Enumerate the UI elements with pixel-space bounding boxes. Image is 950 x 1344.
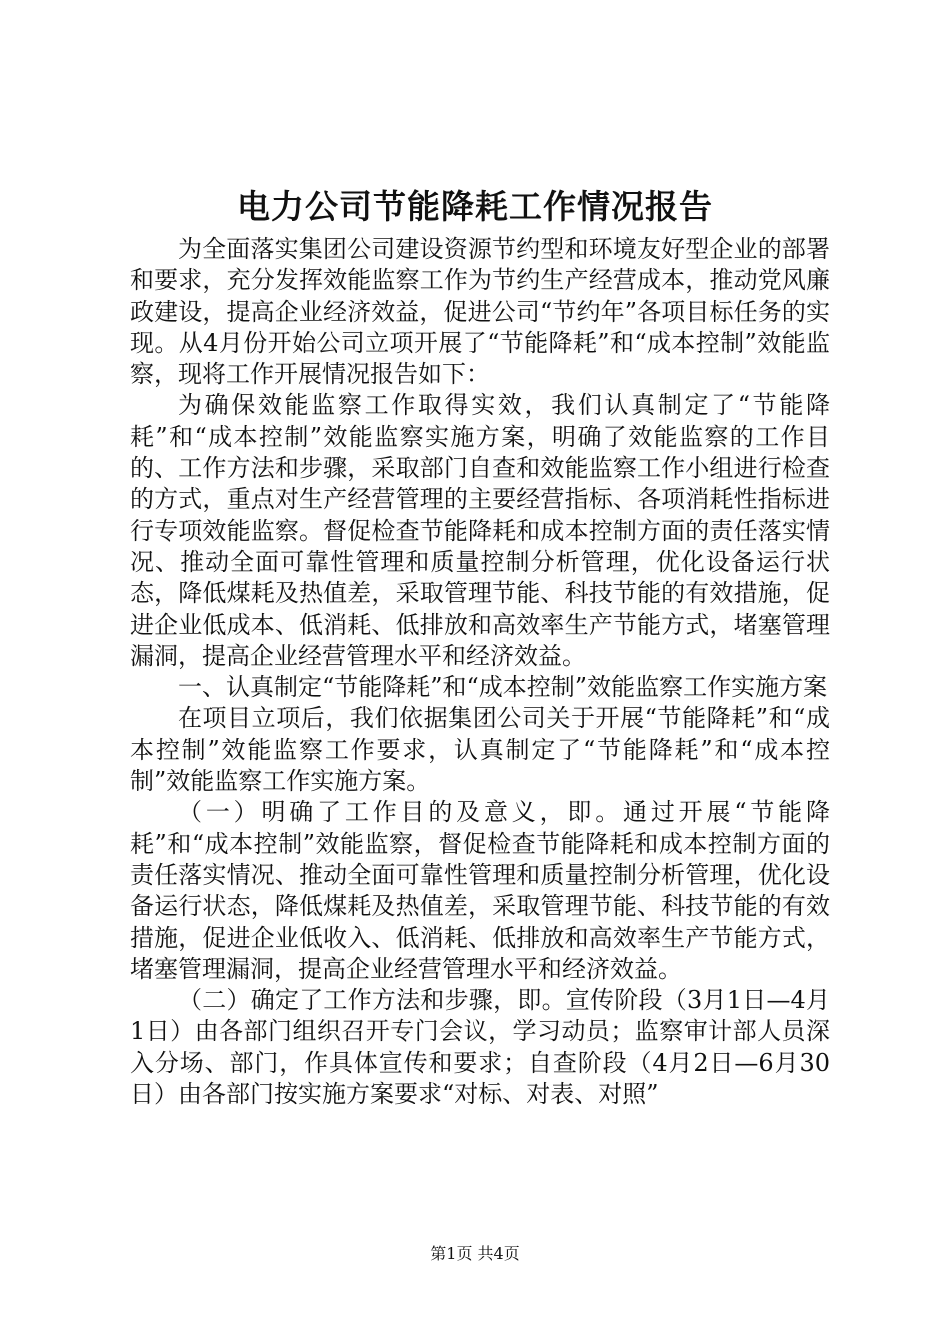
paragraph-methods: （二）确定了工作方法和步骤，即。宣传阶段（3月1日—4月1日）由各部门组织召开专门会议，学习动员；监察审计部人员深入分场、部门，作具体宣传和要求；自查阶段（4月2日—6月30日）由各部门按实施方案要求“对标、对表、对照”: [130, 986, 830, 1109]
paragraph-plan: 在项目立项后，我们依据集团公司关于开展“节能降耗”和“成本控制”效能监察工作要求，认真制定了“节能降耗”和“成本控制”效能监察工作实施方案。: [130, 704, 830, 796]
document-body: [130, 234, 830, 1110]
paragraph-intro: 为全面落实集团公司建设资源节约型和环境友好型企业的部署和要求，充分发挥效能监察工作为节约生产经营成本，推动党风廉政建设，提高企业经济效益，促进公司“节约年”各项目标任务的实现。从4月份开始公司立项开展了“节能降耗”和“成本控制”效能监察，现将工作开展情况报告如下：: [130, 235, 830, 389]
paragraph-purpose: （一）明确了工作目的及意义，即。通过开展“节能降耗”和“成本控制”效能监察，督促检查节能降耗和成本控制方面的责任落实情况、推动全面可靠性管理和质量控制分析管理，优化设备运行状态，降低煤耗及热值差，采取管理节能、科技节能的有效措施，促进企业低收入、低消耗、低排放和高效率生产节能方式，堵塞管理漏洞，提高企业经营管理水平和经济效益。: [130, 798, 830, 983]
section-heading-1: 一、认真制定“节能降耗”和“成本控制”效能监察工作实施方案: [178, 673, 828, 702]
paragraph-overview: 为确保效能监察工作取得实效，我们认真制定了“节能降耗”和“成本控制”效能监察实施方案，明确了效能监察的工作目的、工作方法和步骤，采取部门自查和效能监察工作小组进行检查的方式，重点对生产经营管理的主要经营指标、各项消耗性指标进行专项效能监察。督促检查节能降耗和成本控制方面的责任落实情况、推动全面可靠性管理和质量控制分析管理，优化设备运行状态，降低煤耗及热值差，采取管理节能、科技节能的有效措施，促进企业低成本、低消耗、低排放和高效率生产节能方式，堵塞管理漏洞，提高企业经营管理水平和经济效益。: [130, 391, 830, 670]
document-title: 电力公司节能降耗工作情况报告: [237, 187, 713, 226]
page-number-footer: 第1页 共4页: [430, 1244, 520, 1263]
